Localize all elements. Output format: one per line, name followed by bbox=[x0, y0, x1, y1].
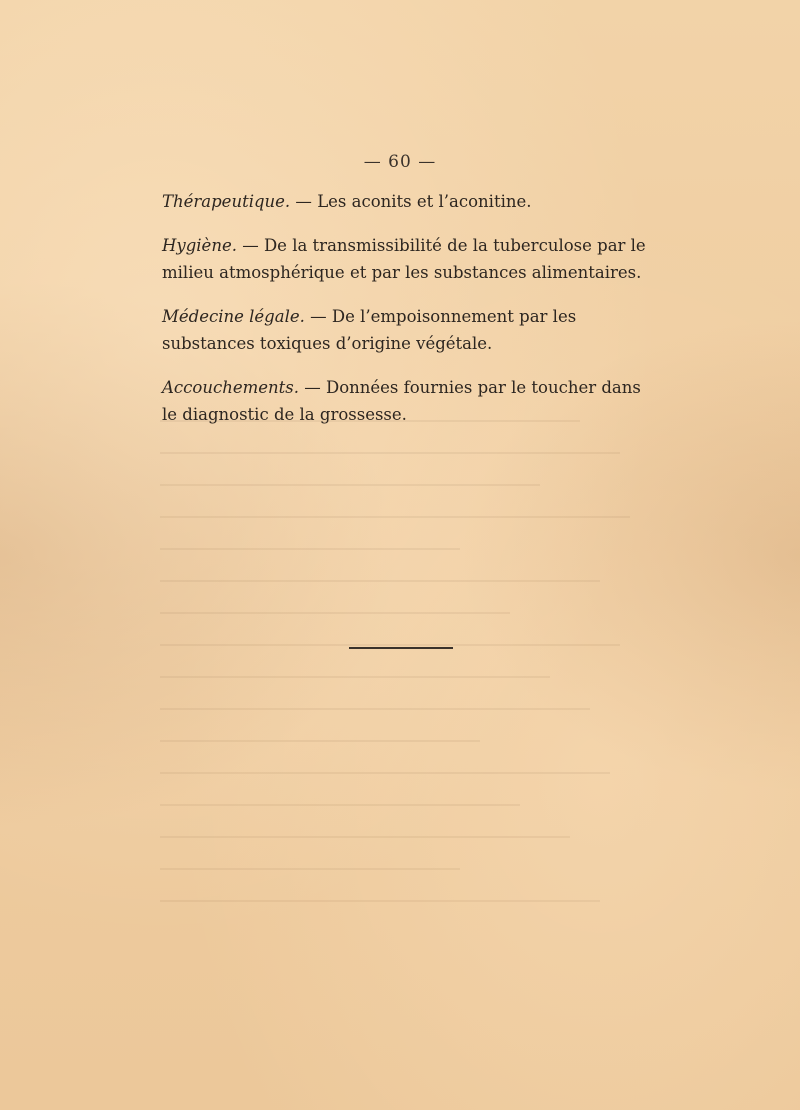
page-body bbox=[162, 188, 652, 445]
page-number: — 60 — bbox=[363, 152, 437, 172]
entry-therapeutique bbox=[162, 188, 652, 215]
entry-accouchements bbox=[162, 374, 652, 428]
entry-heading: Médecine légale. bbox=[162, 307, 305, 326]
entry-heading: Thérapeutique. bbox=[162, 192, 291, 211]
entry-text: De l’empoisonnement par les substances toxiques d’origine végétale. bbox=[162, 307, 577, 353]
entry-text: Les aconits et l’aconitine. bbox=[317, 192, 532, 211]
entry-separator: — bbox=[236, 236, 264, 255]
end-rule-divider bbox=[349, 647, 453, 649]
entry-separator: — bbox=[304, 307, 332, 326]
entry-text: De la transmissibilité de la tuberculose par le milieu atmosphérique et par les substances alimentaires. bbox=[162, 236, 646, 282]
entry-separator: — bbox=[290, 192, 318, 211]
entry-medecine-legale bbox=[162, 303, 652, 357]
entry-separator: — bbox=[298, 378, 326, 397]
show-through-texture bbox=[140, 420, 660, 960]
entry-text: Données fournies par le toucher dans le diagnostic de la grossesse. bbox=[162, 378, 641, 424]
entry-heading: Hygiène. bbox=[162, 236, 237, 255]
entry-heading: Accouchements. bbox=[162, 378, 299, 397]
entry-hygiene bbox=[162, 232, 652, 286]
